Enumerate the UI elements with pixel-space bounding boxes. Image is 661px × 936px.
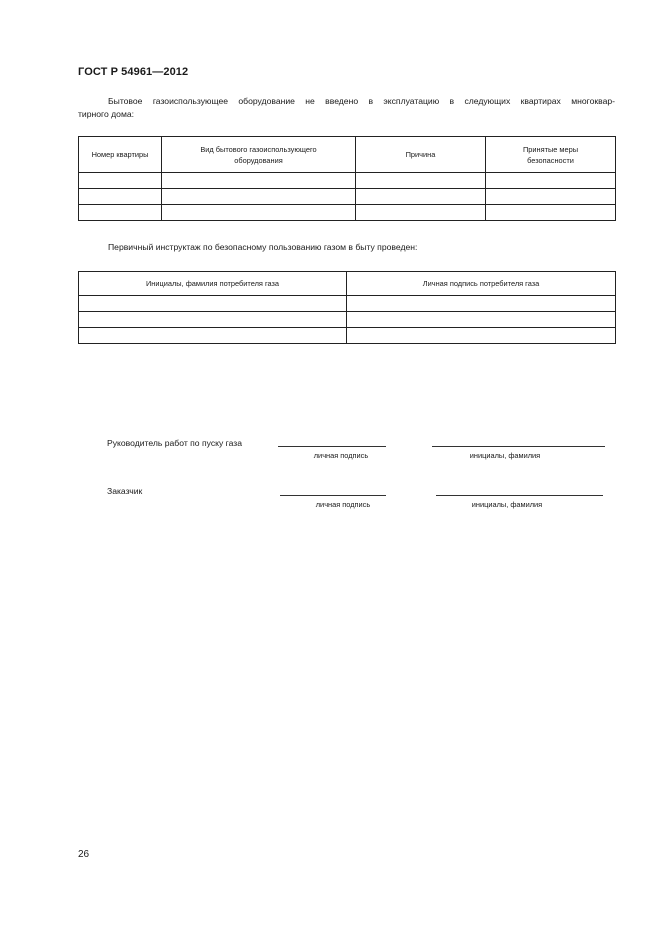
table-row [79, 173, 616, 189]
table-cell[interactable] [79, 205, 162, 221]
column-header-consumer-signature: Личная подпись потребителя газа [347, 272, 616, 296]
table-header-row [79, 272, 616, 296]
table-header-row [79, 137, 616, 173]
column-header-apartment: Номер квартиры [79, 137, 162, 173]
page-number: 26 [78, 849, 90, 860]
equipment-paragraph-line1: Бытовое газоиспользующее оборудование не введено в эксплуатацию в следующих квартирах многоквар- [108, 96, 615, 106]
column-header-consumer-name: Инициалы, фамилия потребителя газа [79, 272, 347, 296]
table-cell[interactable] [79, 296, 347, 312]
table-cell[interactable] [356, 205, 486, 221]
table-row [79, 205, 616, 221]
table-cell[interactable] [79, 189, 162, 205]
table-cell[interactable] [486, 189, 616, 205]
signature-caption: личная подпись [315, 500, 371, 509]
table-row [79, 312, 616, 328]
equipment-table [78, 136, 616, 221]
column-header-safety-measures: Принятые меры безопасности [486, 137, 616, 173]
signature-line[interactable] [280, 495, 386, 496]
table-cell[interactable] [79, 312, 347, 328]
table-cell[interactable] [79, 173, 162, 189]
column-header-reason: Причина [356, 137, 486, 173]
signature-role-customer: Заказчик [107, 486, 143, 496]
name-caption: инициалы, фамилия [471, 500, 543, 509]
table-cell[interactable] [347, 312, 616, 328]
table-cell[interactable] [162, 205, 356, 221]
signature-line[interactable] [278, 446, 386, 447]
name-caption: инициалы, фамилия [469, 451, 541, 460]
name-line[interactable] [432, 446, 605, 447]
column-header-equipment-type: Вид бытового газоиспользующего оборудования [162, 137, 356, 173]
table-cell[interactable] [79, 328, 347, 344]
table-cell[interactable] [347, 328, 616, 344]
table-row [79, 189, 616, 205]
table-cell[interactable] [162, 173, 356, 189]
table-row [79, 296, 616, 312]
briefing-paragraph: Первичный инструктаж по безопасному пользованию газом в быту проведен: [108, 242, 418, 252]
table-cell[interactable] [162, 189, 356, 205]
signature-role-supervisor: Руководитель работ по пуску газа [107, 438, 243, 448]
name-line[interactable] [436, 495, 603, 496]
table-cell[interactable] [486, 205, 616, 221]
signature-caption: личная подпись [313, 451, 369, 460]
table-row [79, 328, 616, 344]
briefing-table [78, 271, 616, 344]
document-code: ГОСТ Р 54961—2012 [78, 66, 189, 78]
table-cell[interactable] [356, 189, 486, 205]
equipment-paragraph [78, 95, 615, 121]
table-cell[interactable] [347, 296, 616, 312]
equipment-paragraph-line2: тирного дома: [78, 109, 135, 119]
table-cell[interactable] [356, 173, 486, 189]
table-cell[interactable] [486, 173, 616, 189]
